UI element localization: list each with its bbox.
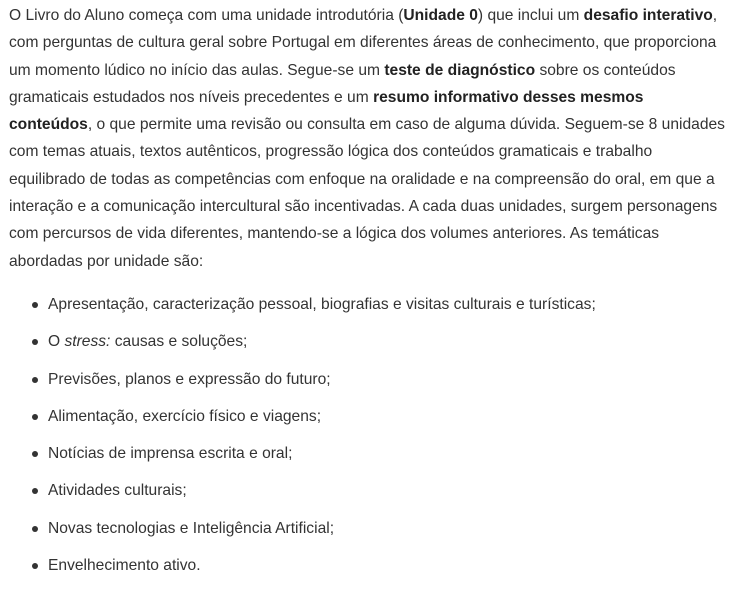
bullet-icon [32, 339, 38, 345]
list-item-text: Notícias de imprensa escrita e oral; [48, 445, 293, 463]
bold-desafio-interativo: desafio interativo [583, 7, 713, 24]
list-item [9, 331, 726, 368]
topics-list [9, 294, 726, 592]
bold-teste-diagnostico: teste de diagnóstico [384, 61, 536, 79]
list-item-text: causas e soluções; [110, 333, 248, 351]
intro-text: O Livro do Aluno começa com uma unidade introdutória ( [9, 7, 404, 24]
list-item [9, 480, 726, 517]
intro-text: , com perguntas de cultura geral sobre Portugal em diferentes áreas de conhecimento, que proporciona um momento lúdico no início das aulas. Segue-se um [9, 7, 718, 79]
bullet-icon [32, 302, 38, 308]
list-item [9, 406, 726, 443]
intro-text: ) que inclui um [477, 7, 584, 24]
list-item [9, 443, 726, 480]
bullet-icon [32, 526, 38, 532]
bullet-icon [32, 451, 38, 457]
list-item-text: Previsões, planos e expressão do futuro; [48, 370, 331, 388]
list-item [9, 555, 726, 592]
bullet-icon [32, 414, 38, 420]
intro-paragraph [9, 2, 726, 275]
intro-text: , o que permite uma revisão ou consulta em caso de alguma dúvida. Seguem-se 8 unidades com temas atuais, textos autênticos, progressão lógica dos conteúdos gramaticais e trabalho equilibrado de todas as competências com enfoque na oralidade e na compreensão do oral, em que a interação e a comunicação intercultural são incentivadas. A cada duas unidades, surgem personagens com percursos de vida diferentes, mantendo-se a lógica dos volumes anteriores. As temáticas abordadas por unidade são: [9, 116, 725, 270]
list-item [9, 369, 726, 406]
bold-resumo-informativo: resumo informativo desses mesmos conteúdos [9, 88, 644, 134]
list-item-text: Atividades culturais; [48, 482, 187, 500]
intro-text: sobre os conteúdos gramaticais estudados nos níveis precedentes e um [9, 61, 676, 106]
list-item-text: Alimentação, exercício físico e viagens; [48, 407, 322, 425]
bold-unidade-0: Unidade 0 [403, 7, 478, 24]
list-item [9, 294, 726, 331]
list-item [9, 518, 726, 555]
list-item-text: Apresentação, caracterização pessoal, biografias e visitas culturais e turísticas; [48, 295, 596, 313]
italic-stress: stress: [64, 333, 111, 351]
bullet-icon [32, 488, 38, 494]
list-item-text: O [48, 333, 65, 351]
bullet-icon [32, 563, 38, 569]
list-item-text: Novas tecnologias e Inteligência Artificial; [48, 519, 335, 537]
list-item-text: Envelhecimento ativo. [48, 557, 201, 575]
bullet-icon [32, 377, 38, 383]
